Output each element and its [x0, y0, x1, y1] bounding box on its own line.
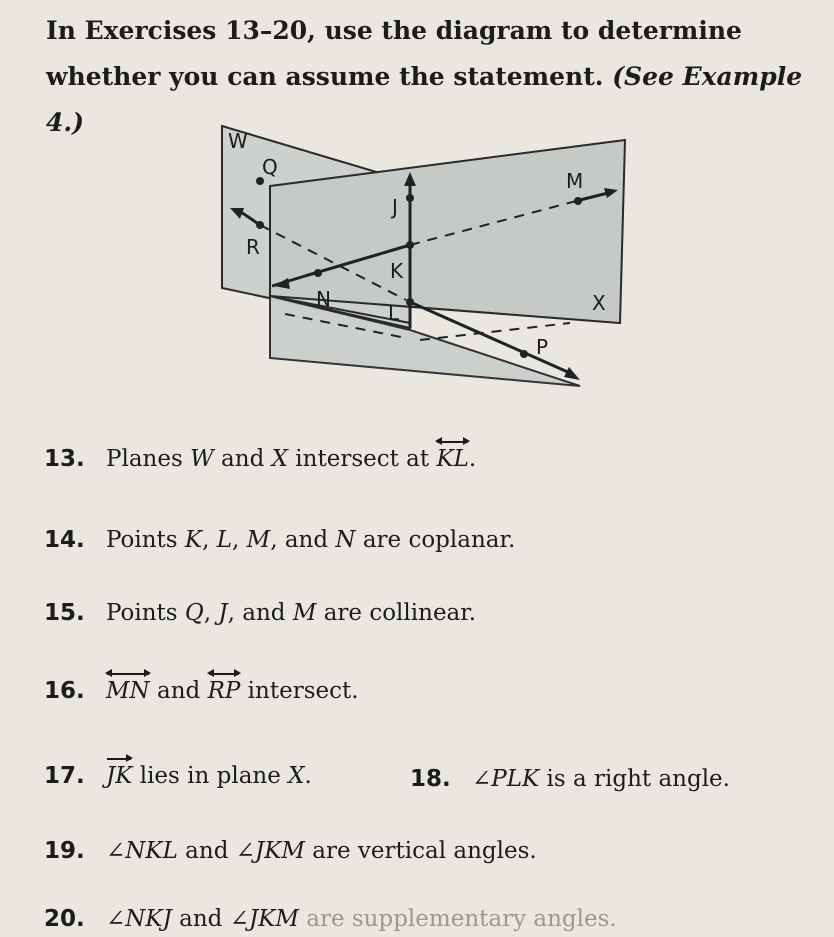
exercise-number: 13. [44, 446, 85, 472]
instructions-text: In Exercises 13–20, use the diagram to determine whether you can assume the statement. [46, 16, 742, 91]
point-k [406, 241, 414, 249]
point-l [406, 298, 414, 306]
line-rp-arrow-right [564, 367, 580, 380]
point-n [314, 269, 322, 277]
exercise-15: 15. Points Q, J, and M are collinear. [44, 600, 477, 626]
point-m [574, 197, 582, 205]
exercise-number: 16. [44, 678, 85, 704]
label-q: Q [262, 155, 278, 179]
exercise-17: 17. JK lies in plane X. [44, 763, 312, 789]
exercise-number: 15. [44, 600, 85, 626]
label-k: K [390, 259, 404, 283]
exercise-number: 17. [44, 763, 85, 789]
exercise-18: 18. ∠PLK is a right angle. [410, 766, 730, 792]
point-p [520, 350, 528, 358]
label-j: J [392, 195, 398, 219]
exercise-number: 14. [44, 527, 85, 553]
label-m: M [566, 169, 584, 193]
exercise-number: 19. [44, 838, 85, 864]
exercise-20: 20. ∠NKJ and ∠JKM are supplementary angles. [44, 906, 617, 932]
exercise-13: 13. Planes W and X intersect at KL. [44, 446, 476, 472]
ray-notation: JK [106, 763, 133, 789]
exercise-number: 20. [44, 906, 85, 932]
label-plane-w: W [228, 129, 248, 153]
label-n: N [316, 287, 331, 311]
label-plane-x: X [592, 291, 606, 315]
exercise-14: 14. Points K, L, M, and N are coplanar. [44, 527, 516, 553]
line-notation: KL [436, 446, 468, 472]
point-r [256, 221, 264, 229]
exercise-number: 18. [410, 766, 451, 792]
point-j [406, 194, 414, 202]
planes-diagram [210, 118, 606, 398]
label-p: P [536, 335, 549, 359]
exercise-16: 16. MN and RP intersect. [44, 678, 359, 704]
label-l: L [388, 301, 400, 325]
exercise-19: 19. ∠NKL and ∠JKM are vertical angles. [44, 838, 537, 864]
line-notation: MN [106, 678, 150, 704]
label-r: R [246, 235, 260, 259]
line-notation: RP [208, 678, 241, 704]
example-citation: (See Example 4.) [46, 62, 803, 137]
